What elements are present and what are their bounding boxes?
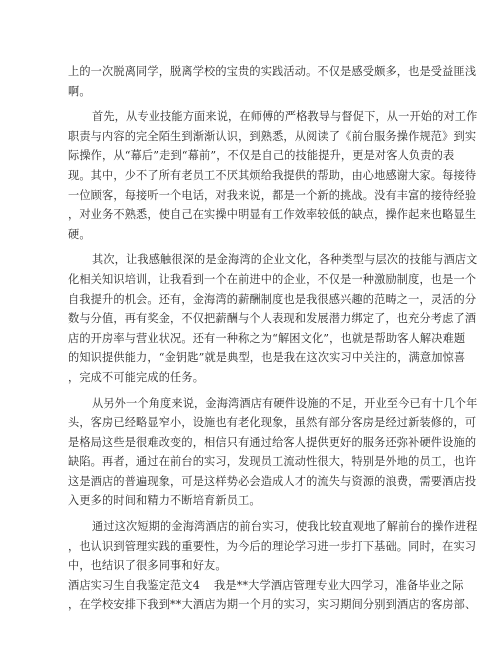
paragraph-intro-end	[68, 62, 477, 101]
text-line: 职责与内容的完全陌生到渐渐认识，到熟悉，从阅读了《前台服务操作规范》到实	[68, 129, 477, 143]
text-line: 化相关知识培训，让我看到一个在前进中的企业，不仅是一种激励制度，也是一个	[68, 272, 477, 286]
text-line: 上的一次脱离同学，脱离学校的宝贵的实践活动。不仅是感受颇多，也是受益匪浅	[68, 65, 477, 78]
text-line: 通过这次短期的金海湾酒店的前台实习，使我比较直观地了解前台的操作进程	[92, 520, 478, 534]
text-line: 是格局这些是很难改变的，相信只有通过给客人提供更好的服务还弥补硬件设施的	[68, 435, 477, 449]
text-line: 首先，从专业技能方面来说，在师傅的严格教导与督促下，从一开始的对工作	[92, 110, 478, 124]
text-line: 中，也结识了很多同事和好友。	[68, 559, 227, 573]
text-line: 际操作，从“幕后”走到“幕前”，不仅是自己的技能提升，更是对客人负责的表	[68, 149, 455, 163]
text-line: 一位顾客，每接听一个电话，对我来说，都是一个新的挑战。没有丰富的接待经验	[68, 188, 477, 202]
text-line: 这是酒店的普遍现象，可是这样势必会造成人才的流失与资源的浪费，需要酒店投	[68, 474, 477, 488]
text-line: 硬。	[68, 227, 91, 241]
text-line: ，在学校安排下我到**大酒店为期一个月的实习，实习期间分别到酒店的客房部、	[68, 598, 477, 612]
text-line: 入更多的时间和精力不断培育新员工。	[68, 494, 261, 508]
text-line: 的知识提供能力，“金钥匙”就是典型，也是我在这次实习中关注的，满意加惊喜	[68, 351, 466, 365]
paragraph-internship-intro	[68, 595, 477, 615]
text-line: 自我提升的机会。还有，金海湾的薪酬制度也是我很感兴趣的范畴之一，灵活的分	[68, 292, 477, 306]
text-line: ，对业务不熟悉，使自己在实操中明显有工作效率较低的缺点，操作起来也略显生	[68, 208, 477, 222]
text-line: 从另外一个角度来说，金海湾酒店有硬件设施的不足，开业至今已有十几个年	[92, 396, 478, 410]
section-intro-text: 我是**大学酒店管理专业大四学习，准备毕业之际	[213, 578, 464, 592]
paragraph-hardware-facilities	[68, 394, 478, 512]
section-title: 酒店实习生自我鉴定范文4	[68, 578, 200, 592]
text-line: ，完成不可能完成的任务。	[68, 370, 205, 384]
text-line: 店的开房率与营业状况。还有一种称之为“解困文化”，也就是帮助客人解决难题	[68, 331, 466, 345]
text-line: 现。其中，少不了所有老员工不厌其烦给我提供的帮助，由心地感谢大家。每接待	[68, 168, 477, 182]
paragraph-corporate-culture	[68, 250, 478, 387]
text-line: 其次，让我感触很深的是金海湾的企业文化，各种类型与层次的技能与酒店文	[92, 253, 478, 267]
text-line: 头，客房已经略显窄小，设施也有老化现象，虽然有部分客房是经过新装修的，可	[68, 416, 477, 430]
paragraph-professional-skills	[68, 107, 478, 244]
text-line: 缺陷。再者，通过在前台的实习，发现员工流动性很大，特别是外地的员工，也许	[68, 455, 477, 469]
text-line: 啊。	[68, 84, 91, 98]
document-body	[68, 62, 478, 615]
text-line: ，也认识到管理实践的重要性，为今后的理论学习进一步打下基础。同时，在实习	[68, 539, 477, 553]
text-line: 数与分值，再有奖金，不仅把薪酬与个人表现和发展潜力绑定了，也充分考虑了酒	[68, 312, 477, 326]
paragraph-summary	[68, 517, 478, 576]
section-heading	[68, 576, 464, 596]
